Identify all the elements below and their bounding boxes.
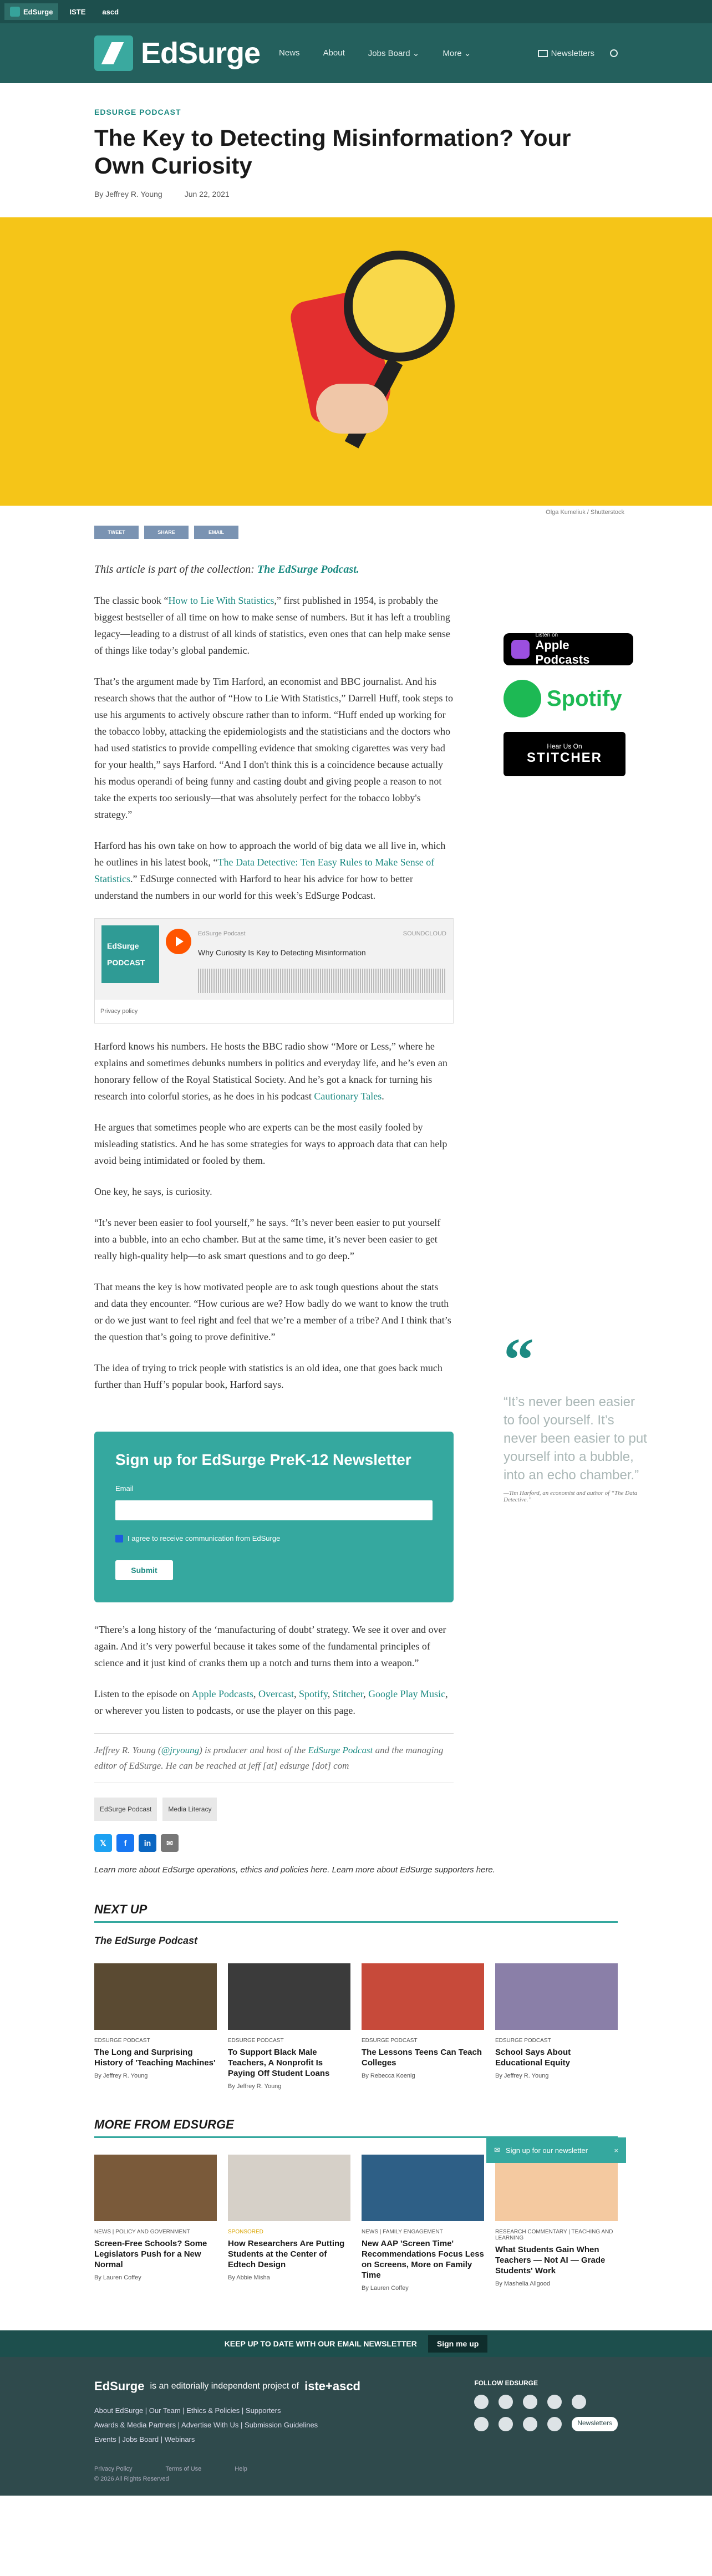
terms-of-use[interactable]: Terms of Use [165, 2466, 202, 2472]
hero-image [0, 217, 712, 506]
pull-quote-text: “It’s never been easier to fool yourself. It’s never been easier to put yourself into a bubble, into an echo chamber.” [504, 1394, 647, 1483]
apple-podcasts-icon [511, 640, 530, 659]
card-image[interactable] [228, 1963, 350, 2030]
card-title[interactable]: Screen-Free Schools? Some Legislators Push for a New Normal [94, 2239, 207, 2269]
card-author[interactable]: By Jeffrey R. Young [228, 2083, 282, 2090]
apple-podcasts-badge[interactable]: Listen on Apple Podcasts [504, 633, 633, 665]
email-button[interactable]: EMAIL [194, 526, 238, 539]
google-play-link[interactable]: Google Play Music [368, 1688, 446, 1699]
submit-button[interactable]: Submit [115, 1560, 173, 1580]
collection-note: This article is part of the collection: The EdSurge Podcast. [94, 563, 359, 576]
card-title[interactable]: To Support Black Male Teachers, A Nonprofit Is Paying Off Student Loans [228, 2048, 330, 2078]
article-card[interactable] [495, 1963, 618, 2090]
waveform[interactable] [198, 969, 446, 993]
nav-jobs-board[interactable]: Jobs Board ⌄ [368, 49, 420, 58]
soundcloud-logo[interactable]: SOUNDCLOUD [403, 930, 446, 937]
topbar-ascd-link[interactable]: ascd [102, 7, 119, 16]
card-image[interactable] [94, 1963, 217, 2030]
x-share-icon[interactable]: 𝕏 [94, 1834, 112, 1852]
spotify-icon [504, 680, 541, 717]
podcast-artwork: EdSurge PODCAST [101, 925, 159, 983]
facebook-share-icon[interactable]: f [116, 1834, 134, 1852]
card-title[interactable]: The Lessons Teens Can Teach Colleges [362, 2048, 482, 2068]
publish-date: Jun 22, 2021 [184, 190, 230, 198]
footer-newsletters-button[interactable]: Newsletters [572, 2417, 618, 2431]
footer-links-3[interactable]: Events | Jobs Board | Webinars [94, 2435, 195, 2443]
search-icon[interactable] [610, 49, 618, 57]
pull-quote [504, 1326, 648, 1503]
checkbox-icon[interactable] [115, 1535, 123, 1542]
mail-icon [538, 50, 548, 57]
bottom-share [94, 1834, 454, 1852]
paragraph: That means the key is how motivated people are to ask tough questions about the stats and data they encounter. “How curious are we? How badly do we want to know the truth or do we just want to feel right and feel that we’re a member of a tribe? And I think that’s the question that’s going to prove definitive.” [94, 1281, 451, 1342]
next-up-section [0, 1875, 712, 2090]
article-card[interactable] [228, 2155, 350, 2292]
article-body [94, 561, 454, 1852]
sign-me-up-button[interactable]: Sign me up [428, 2335, 487, 2353]
tweet-button[interactable]: TWEET [94, 526, 139, 539]
article-card[interactable] [362, 1963, 484, 2090]
more-section [0, 2090, 712, 2292]
bluesky-icon[interactable] [474, 2417, 489, 2431]
article-kicker[interactable]: EDSURGE PODCAST [94, 108, 181, 116]
overcast-link[interactable]: Overcast [258, 1688, 294, 1699]
card-image[interactable] [362, 1963, 484, 2030]
paragraph: “There’s a long history of the ‘manufacturing of doubt’ strategy. We see it over and over again. And it’s very powerful because it takes some of the fundamental principles of science and it just kind of cranks them up a notch and turns them into a weapon.” [94, 1624, 446, 1668]
stitcher-link[interactable]: Stitcher [332, 1688, 364, 1699]
topbar-iste-link[interactable]: ISTE [69, 7, 86, 16]
follow-label: FOLLOW EDSURGE [474, 2379, 538, 2387]
card-image[interactable] [94, 2155, 217, 2221]
site-footer [0, 2357, 712, 2496]
author-link[interactable]: By Jeffrey R. Young [94, 190, 162, 198]
card-title[interactable]: School Says About Educational Equity [495, 2048, 571, 2068]
next-up-cards [94, 1963, 618, 2090]
paragraph: One key, he says, is curiosity. [94, 1186, 212, 1197]
card-kicker[interactable]: NEWS | POLICY AND GOVERNMENT [94, 2229, 190, 2235]
site-logo[interactable]: EdSurge [94, 35, 260, 71]
footer-links-1[interactable]: About EdSurge | Our Team | Ethics & Policies | Supporters [94, 2406, 281, 2415]
cautionary-tales-link[interactable]: Cautionary Tales [314, 1091, 382, 1102]
spotify-icon[interactable] [523, 2417, 537, 2431]
soundcloud-player[interactable] [94, 918, 454, 1024]
newsletter-signup [94, 1432, 454, 1602]
tag-media-literacy[interactable]: Media Literacy [162, 1798, 217, 1821]
card-author[interactable]: By Lauren Coffey [94, 2274, 141, 2281]
author-twitter-link[interactable]: @jryoung [161, 1745, 200, 1755]
paragraph: Listen to the episode on Apple Podcasts, Overcast, Spotify, Stitcher, Google Play Music, or wherever you listen to podcasts, or use the player on this page. [94, 1688, 448, 1716]
more-cards [94, 2155, 618, 2292]
share-button[interactable]: SHARE [144, 526, 189, 539]
spotify-link[interactable]: Spotify [298, 1688, 328, 1699]
card-kicker[interactable]: EDSURGE PODCAST [362, 2038, 418, 2044]
article-header [0, 83, 712, 198]
privacy-policy-link[interactable]: Privacy policy [100, 1008, 138, 1015]
tag-edsurge-podcast[interactable]: EdSurge Podcast [94, 1798, 157, 1821]
paragraph: Harford has his own take on how to approach the world of big data we all live in, which he outlines in his latest book, “The Data Detective: Ten Easy Rules to Make Sense of Statistics.” EdSurge connected with Harford to hear his advice for how to better understand the numbers in our world for this week’s EdSurge Podcast. [94, 840, 446, 901]
card-kicker[interactable]: EDSURGE PODCAST [228, 2038, 284, 2044]
article-card[interactable] [228, 1963, 350, 2090]
header-actions [538, 49, 618, 58]
play-icon[interactable] [166, 929, 191, 954]
footer-links-2[interactable]: Awards & Media Partners | Advertise With Us | Submission Guidelines [94, 2421, 318, 2429]
card-kicker[interactable]: RESEARCH COMMENTARY | TEACHING AND LEARNING [495, 2229, 613, 2241]
collection-link[interactable]: The EdSurge Podcast. [257, 563, 359, 576]
paragraph: He argues that sometimes people who are experts can be the most easily fooled by misleading statistics. And he has some strategies for ways to approach data that can help avoid being intimidated or fooled by them. [94, 1122, 447, 1166]
youtube-icon[interactable] [572, 2395, 586, 2409]
next-up-title: NEXT UP [94, 1902, 618, 1923]
article-layout [0, 539, 712, 1852]
magnifying-glass-icon [344, 251, 455, 362]
nav-more[interactable]: More ⌄ [443, 49, 471, 58]
paragraph: “It’s never been easier to fool yourself,” he says. “It’s never been easier to put yourself into a bubble, into an echo chamber. But at the same time, it’s never been easier to get really high-quality help—to ask smart questions and to go deep.” [94, 1217, 441, 1261]
partner-topbar [0, 0, 712, 23]
more-title: MORE FROM EDSURGE [94, 2117, 618, 2138]
newsletter-title: Sign up for EdSurge PreK-12 Newsletter [115, 1451, 411, 1468]
paragraph: The idea of trying to trick people with statistics is an old idea, one that goes back much further than Huff’s popular book, Harford says. [94, 1362, 443, 1390]
article-card[interactable] [94, 1963, 217, 2090]
card-kicker[interactable]: EDSURGE PODCAST [495, 2038, 551, 2044]
pull-quote-attribution: —Tim Harford, an economist and author of “The Data Detective.” [504, 1490, 638, 1503]
article-title: The Key to Detecting Misinformation? Your Own Curiosity [94, 125, 571, 179]
article-card[interactable] [94, 2155, 217, 2292]
card-author[interactable]: By Lauren Coffey [362, 2285, 409, 2292]
linkedin-share-icon[interactable]: in [139, 1834, 156, 1852]
email-label: Email [115, 1484, 134, 1493]
byline [94, 190, 618, 198]
paragraph: Harford knows his numbers. He hosts the BBC radio show “More or Less,” where he explains and sometimes debunks numbers in politics and everyday life, and he’s even an honorary fellow of the Royal Statistical Society. And he’s got a knack for turning his research into colorful stories, as he does in his podcast Cautionary Tales. [94, 1041, 447, 1102]
card-title[interactable]: How Researchers Are Putting Students at the Center of Edtech Design [228, 2239, 345, 2269]
player-title[interactable]: Why Curiosity Is Key to Detecting Misinformation [198, 948, 366, 957]
mail-icon: ✉ [494, 2146, 500, 2154]
article-card[interactable] [495, 2155, 618, 2292]
paragraph: That’s the argument made by Tim Harford, an economist and BBC journalist. And his research shows that the author of “How to Lie With Statistics,” Darrell Huff, took steps to use his arguments to actively obscure rather than to inform. “Huff ended up working for the tobacco lobby, attacking the epidemiologists and the statisticians and the doctors who had used statistics to provide compelling evidence that smoking cigarettes was very bad for your health,” says Harford. “And I don't think this is a coincidence because actually his modus operandi of being funny and casting doubt and giving people a reason to not take the experts too seriously—that was absolutely perfect for the tobacco lobby's strategy.” [94, 676, 453, 820]
apple-podcasts-link[interactable]: Apple Podcasts [191, 1688, 253, 1699]
podcast-link[interactable]: EdSurge Podcast [308, 1745, 373, 1755]
facebook-icon[interactable] [499, 2395, 513, 2409]
tag-list [94, 1798, 454, 1821]
card-author[interactable]: By Jeffrey R. Young [495, 2073, 549, 2079]
stitcher-badge[interactable]: Hear Us On STITCHER [504, 732, 625, 776]
x-icon[interactable] [474, 2395, 489, 2409]
topbar-edsurge-link[interactable]: EdSurge [4, 3, 58, 20]
spotify-badge[interactable]: Spotify [504, 680, 670, 717]
consent-checkbox[interactable]: I agree to receive communication from EdSurge [115, 1530, 433, 1547]
card-title[interactable]: What Students Gain When Teachers — Not AI — Grade Students' Work [495, 2245, 606, 2275]
email-field[interactable] [115, 1500, 433, 1520]
site-header [0, 23, 712, 83]
sidebar [504, 561, 670, 1852]
help-link[interactable]: Help [235, 2466, 247, 2472]
soundcloud-icon[interactable] [499, 2417, 513, 2431]
nav-news[interactable]: News [279, 48, 300, 58]
email-share-icon[interactable]: ✉ [161, 1834, 179, 1852]
newsletter-toast[interactable]: ✉ Sign up for our newsletter × [486, 2137, 626, 2163]
card-kicker[interactable]: SPONSORED [228, 2229, 263, 2235]
card-image[interactable] [495, 1963, 618, 2030]
book-link[interactable]: How to Lie With Statistics [168, 595, 274, 606]
next-up-subtitle: The EdSurge Podcast [94, 1935, 198, 1946]
card-image[interactable] [228, 2155, 350, 2221]
nav-about[interactable]: About [323, 48, 345, 58]
linkedin-icon[interactable] [523, 2395, 537, 2409]
card-author[interactable]: By Jeffrey R. Young [94, 2073, 148, 2079]
card-image[interactable] [362, 2155, 484, 2221]
newsletters-link[interactable]: Newsletters [538, 49, 594, 58]
data-detective-link[interactable]: The Data Detective: Ten Easy Rules to Make Sense of Statistics [94, 857, 435, 884]
apple-podcasts-icon[interactable] [547, 2417, 562, 2431]
close-icon[interactable]: × [614, 2146, 618, 2155]
image-credit: Olga Kumeliuk / Shutterstock [546, 509, 624, 516]
player-source[interactable]: EdSurge Podcast [198, 930, 246, 937]
privacy-policy[interactable]: Privacy Policy [94, 2466, 133, 2472]
author-bio: Jeffrey R. Young (@jryoung) is producer and host of the EdSurge Podcast and the managing editor of EdSurge. He can be reached at jeff [at] edsurge [dot] com [94, 1733, 454, 1783]
hero-hand [316, 384, 388, 434]
footer-logo[interactable]: EdSurge is an editorially independent project of iste+ascd [94, 2379, 360, 2393]
newsletter-band: KEEP UP TO DATE WITH OUR EMAIL NEWSLETTER Sign me up [0, 2330, 712, 2357]
card-author[interactable]: By Abbie Misha [228, 2274, 270, 2281]
copyright: © 2026 All Rights Reserved [94, 2476, 169, 2482]
paragraph: The classic book “How to Lie With Statistics,” first published in 1954, is probably the biggest bestseller of all time on how to make sense of numbers. But it has left a troubling legacy—leading to a distrust of all kinds of statistics, even ones that can help make sense of things like today’s global pandemic. [94, 595, 450, 656]
card-author[interactable]: By Rebecca Koenig [362, 2073, 415, 2079]
instagram-icon[interactable] [547, 2395, 562, 2409]
card-kicker[interactable]: EDSURGE PODCAST [94, 2038, 150, 2044]
card-title[interactable]: The Long and Surprising History of 'Teaching Machines' [94, 2048, 216, 2068]
card-author[interactable]: By Mashelia Allgood [495, 2280, 551, 2287]
edsurge-mark-icon [10, 7, 20, 17]
card-title[interactable]: New AAP 'Screen Time' Recommendations Focus Less on Screens, More on Family Time [362, 2239, 484, 2280]
card-image[interactable] [495, 2155, 618, 2221]
share-bar [0, 516, 712, 539]
article-card[interactable] [362, 2155, 484, 2292]
edsurge-logo-icon [94, 35, 133, 71]
learn-more: Learn more about EdSurge operations, ethics and policies here. Learn more about EdSurge supporters here. [94, 1865, 495, 1875]
quote-icon: “ [504, 1326, 534, 1393]
card-kicker[interactable]: NEWS | FAMILY ENGAGEMENT [362, 2229, 443, 2235]
main-nav [279, 48, 471, 58]
